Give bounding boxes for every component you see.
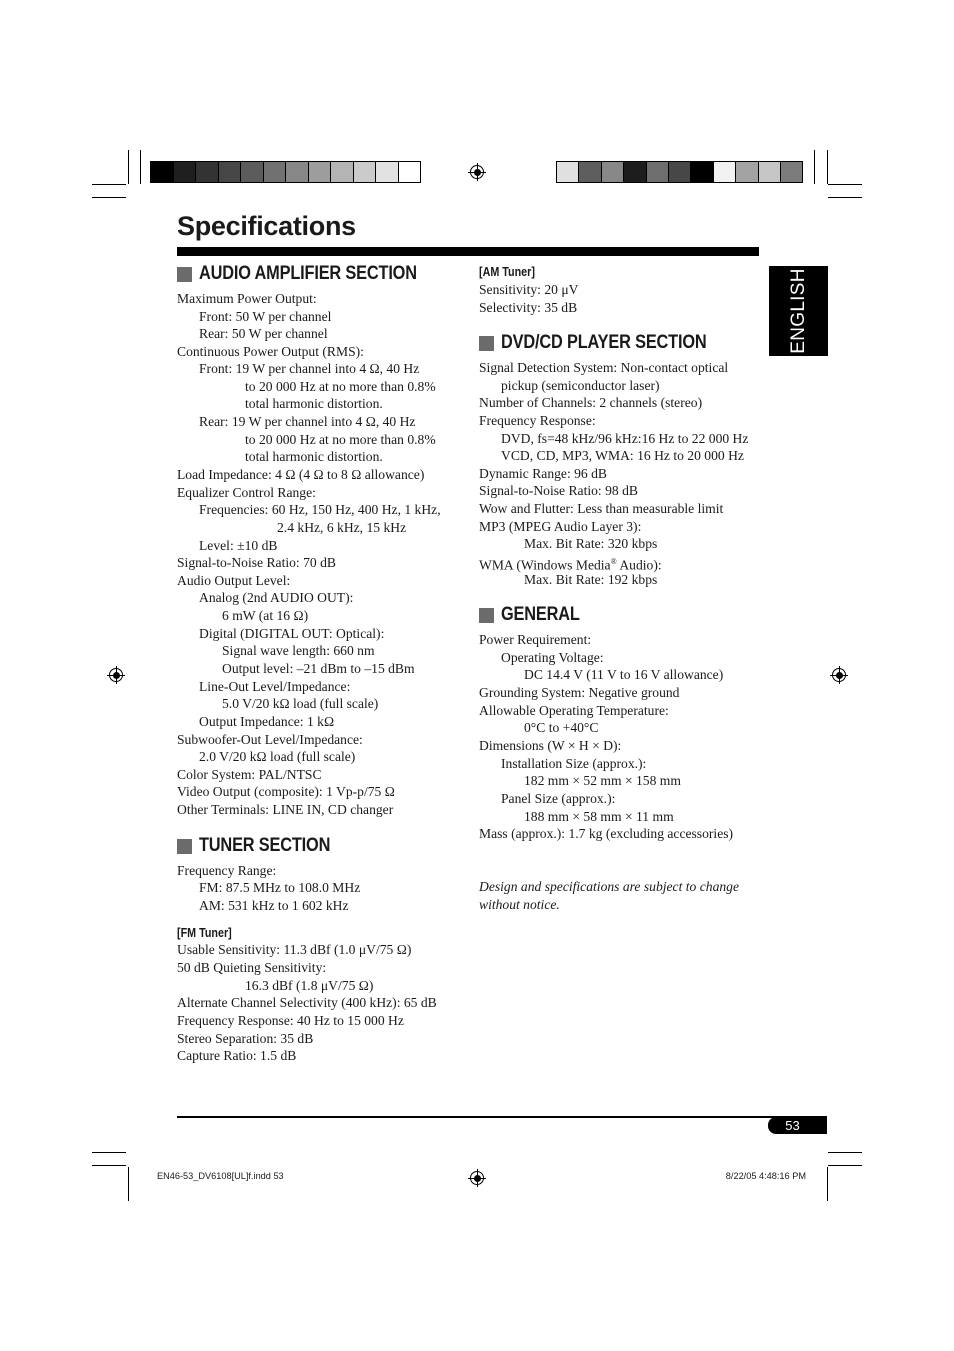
spec-line: Front: 50 W per channel (199, 308, 332, 324)
registered-mark: ® (610, 557, 617, 566)
section-marker-icon (177, 267, 192, 282)
color-swatch (353, 161, 377, 183)
color-swatch (173, 161, 197, 183)
color-swatch (330, 161, 354, 183)
color-swatch (713, 161, 736, 183)
language-tab-label: ENGLISH (787, 268, 809, 354)
disclaimer-note: Design and specifications are subject to change (479, 879, 739, 894)
color-swatch (308, 161, 332, 183)
spec-line: 5.0 V/20 kΩ load (full scale) (222, 696, 379, 711)
spec-line: Color System: PAL/NTSC (177, 767, 322, 782)
color-swatch (668, 161, 691, 183)
am-tuner-subheading: [AM Tuner] (479, 265, 535, 279)
spec-line: Signal Detection System: Non-contact optical (479, 360, 729, 375)
page-number-tab (768, 1117, 827, 1134)
spec-line: Panel Size (approx.): (501, 791, 616, 806)
spec-line: Dynamic Range: 96 dB (479, 466, 607, 481)
spec-line: Frequency Response: (479, 413, 596, 428)
footer-file-info: EN46-53_DV6108[UL]f.indd 53 (157, 1171, 284, 1181)
spec-line: Power Requirement: (479, 632, 592, 647)
color-swatch (398, 161, 422, 183)
color-swatch (240, 161, 264, 183)
spec-line: Equalizer Control Range: (177, 485, 316, 500)
color-swatch (601, 161, 624, 183)
spec-line: Subwoofer-Out Level/Impedance: (177, 732, 363, 747)
spec-line: Max. Bit Rate: 320 kbps (524, 536, 658, 551)
spec-line: MP3 (MPEG Audio Layer 3): (479, 519, 642, 534)
fm-tuner-subheading: [FM Tuner] (177, 926, 232, 940)
spec-line: Grounding System: Negative ground (479, 685, 680, 700)
page-number: 53 (785, 1118, 800, 1133)
spec-line: FM: 87.5 MHz to 108.0 MHz (199, 880, 361, 895)
bottom-rule (177, 1116, 827, 1118)
spec-line: Signal-to-Noise Ratio: 70 dB (177, 555, 336, 570)
page-title: Specifications (177, 211, 356, 241)
spec-line: Load Impedance: 4 Ω (4 Ω to 8 Ω allowance) (177, 467, 425, 482)
registration-mark-icon (470, 1171, 484, 1185)
spec-line: 2.0 V/20 kΩ load (full scale) (199, 749, 356, 764)
spec-line: DVD, fs=48 kHz/96 kHz:16 Hz to 22 000 Hz (501, 430, 749, 446)
spec-line: Rear: 19 W per channel into 4 Ω, 40 Hz (199, 414, 416, 429)
spec-text: Audio): (616, 557, 662, 573)
color-swatch (150, 161, 174, 183)
spec-line: Frequency Range: (177, 863, 277, 878)
color-swatch (218, 161, 242, 183)
spec-line: Frequencies: 60 Hz, 150 Hz, 400 Hz, 1 kHz, (199, 502, 441, 517)
section-marker-icon (479, 336, 494, 351)
spec-line: Audio Output Level: (177, 573, 291, 588)
spec-line: 188 mm × 58 mm × 11 mm (524, 809, 674, 824)
spec-line: Max. Bit Rate: 192 kbps (524, 572, 658, 587)
spec-line: Level: ±10 dB (199, 537, 278, 553)
spec-line: Mass (approx.): 1.7 kg (excluding accessories) (479, 826, 734, 841)
spec-line: to 20 000 Hz at no more than 0.8% (245, 378, 436, 394)
spec-line: 0°C to +40°C (524, 720, 599, 735)
disclaimer-note: without notice. (479, 897, 560, 912)
spec-line: Stereo Separation: 35 dB (177, 1031, 314, 1046)
spec-line: Operating Voltage: (501, 650, 604, 665)
audio-section-heading: AUDIO AMPLIFIER SECTION (199, 263, 417, 284)
spec-line: Continuous Power Output (RMS): (177, 343, 364, 359)
spec-line: Front: 19 W per channel into 4 Ω, 40 Hz (199, 361, 420, 376)
color-swatch (623, 161, 646, 183)
spec-line: 2.4 kHz, 6 kHz, 15 kHz (277, 520, 407, 535)
spec-line: Video Output (composite): 1 Vp-p/75 Ω (177, 784, 395, 799)
general-section-heading: GENERAL (501, 604, 580, 625)
color-swatch (780, 161, 803, 183)
color-swatch (578, 161, 601, 183)
spec-line: AM: 531 kHz to 1 602 kHz (199, 898, 349, 913)
spec-line: Signal-to-Noise Ratio: 98 dB (479, 483, 638, 498)
spec-line: Maximum Power Output: (177, 291, 317, 306)
spec-line: total harmonic distortion. (245, 449, 383, 464)
spec-line: 6 mW (at 16 Ω) (222, 608, 309, 623)
spec-line: 50 dB Quieting Sensitivity: (177, 960, 327, 975)
section-marker-icon (177, 839, 192, 854)
spec-line: Allowable Operating Temperature: (479, 703, 669, 718)
spec-line: Line-Out Level/Impedance: (199, 679, 351, 694)
spec-line: Number of Channels: 2 channels (stereo) (479, 395, 703, 410)
spec-line: to 20 000 Hz at no more than 0.8% (245, 431, 436, 447)
color-swatch (263, 161, 287, 183)
section-marker-icon (479, 608, 494, 623)
spec-line: Sensitivity: 20 μV (479, 282, 579, 297)
spec-line: DC 14.4 V (11 V to 16 V allowance) (524, 667, 724, 682)
footer-timestamp: 8/22/05 4:48:16 PM (725, 1171, 806, 1181)
spec-line: Dimensions (W × H × D): (479, 738, 622, 753)
spec-line: Installation Size (approx.): (501, 756, 647, 771)
spec-text: WMA (Windows Media (479, 557, 611, 573)
color-swatch (735, 161, 758, 183)
color-swatch (375, 161, 399, 183)
registration-mark-icon (109, 668, 123, 682)
color-swatch (758, 161, 781, 183)
spec-line: 182 mm × 52 mm × 158 mm (524, 773, 681, 788)
registration-mark-icon (470, 165, 484, 179)
spec-line: Signal wave length: 660 nm (222, 643, 375, 658)
registration-mark-icon (832, 668, 846, 682)
spec-line: Analog (2nd AUDIO OUT): (199, 590, 354, 605)
spec-line: Digital (DIGITAL OUT: Optical): (199, 626, 385, 641)
color-swatch (690, 161, 713, 183)
spec-line: 16.3 dBf (1.8 μV/75 Ω) (245, 978, 374, 993)
title-rule (177, 247, 759, 256)
spec-line: total harmonic distortion. (245, 396, 383, 411)
color-swatch (285, 161, 309, 183)
spec-line: Output level: –21 dBm to –15 dBm (222, 661, 415, 676)
spec-line: Alternate Channel Selectivity (400 kHz): 65 dB (177, 995, 437, 1010)
spec-line: Selectivity: 35 dB (479, 299, 578, 315)
color-swatch (195, 161, 219, 183)
language-tab (769, 266, 828, 356)
tuner-section-heading: TUNER SECTION (199, 835, 331, 856)
spec-line: Usable Sensitivity: 11.3 dBf (1.0 μV/75 Ω) (177, 942, 412, 957)
color-swatch (556, 161, 579, 183)
spec-line: Frequency Response: 40 Hz to 15 000 Hz (177, 1013, 404, 1028)
spec-line: Output Impedance: 1 kΩ (199, 714, 335, 729)
spec-line: pickup (semiconductor laser) (501, 378, 660, 393)
color-swatch (646, 161, 669, 183)
spec-line: Rear: 50 W per channel (199, 326, 328, 341)
spec-line: Capture Ratio: 1.5 dB (177, 1048, 297, 1063)
spec-line: VCD, CD, MP3, WMA: 16 Hz to 20 000 Hz (501, 448, 744, 463)
spec-line: Wow and Flutter: Less than measurable limit (479, 501, 724, 516)
spec-line: Other Terminals: LINE IN, CD changer (177, 802, 394, 817)
dvd-section-heading: DVD/CD PLAYER SECTION (501, 332, 707, 353)
